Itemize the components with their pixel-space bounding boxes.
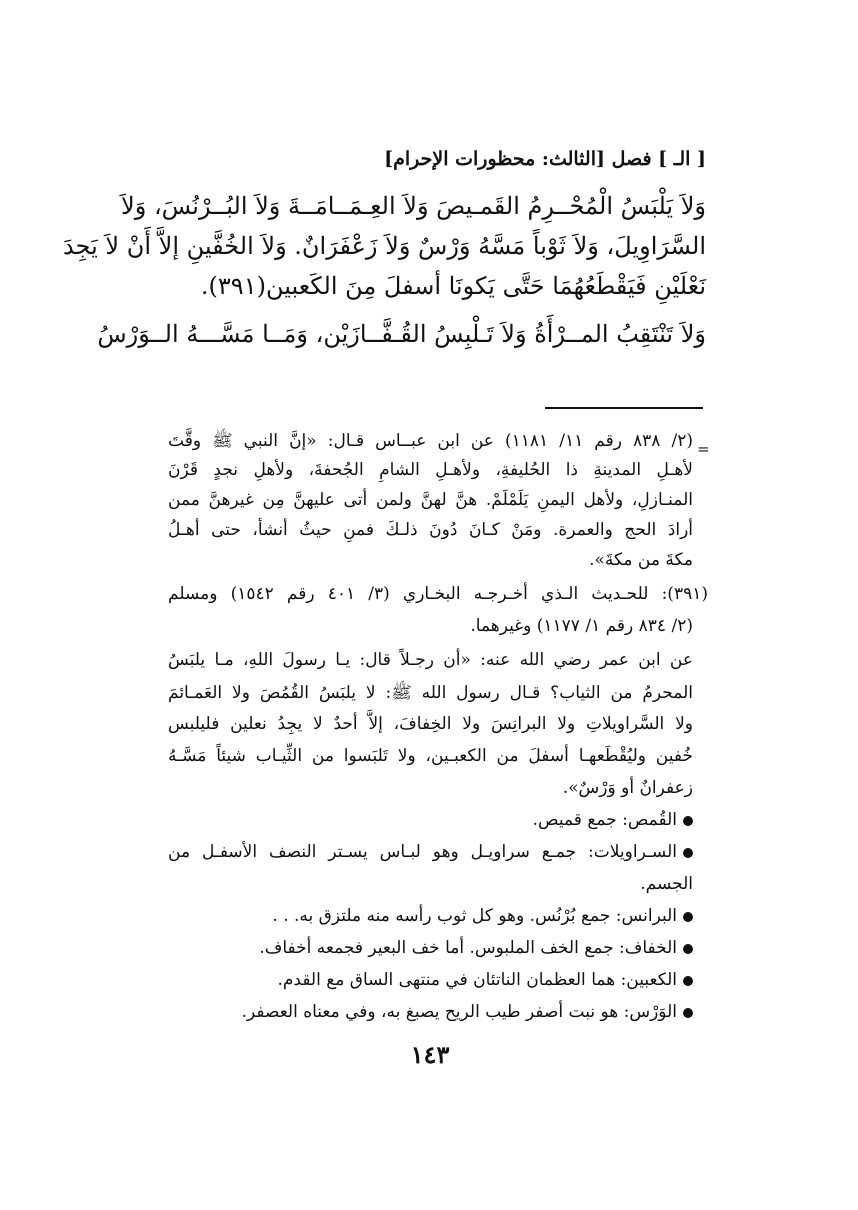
bullet-icon bbox=[683, 816, 693, 826]
footnote-line: عن ابن عمر رضي الله عنه: «أن رجـلاً قال: يـا رسولَ اللهِ، مـا يلبَسُ bbox=[168, 650, 693, 670]
footnote-line: لأهـلِ المدينةِ ذا الحُليفةِ، ولأهـلِ الشامِ الجُحفةَ، ولأهلِ نجدٍ قَرْنَ bbox=[168, 460, 693, 480]
footnote-line: (٢/ ٨٣٨ رقم ١١/ ١١٨١) عن ابن عبــاس قـال: «إنَّ النبي ﷺ وقَّتَ bbox=[168, 431, 693, 451]
footnote-line: المحرمُ من الثياب؟ قـال رسول الله ﷺ: لا يلبَسُ القُمُصَ ولا العَمـائمَ bbox=[168, 683, 693, 703]
glossary-item: الوَرْس: هو نبت أصفر طيب الريح يصبغ به، وفي معناه العصفر. bbox=[168, 1002, 693, 1022]
footnote-line: المنـازلِ، ولأهل اليمنِ يَلَمْلَمْ. هنَّ لهنَّ ولمن أتى عليهنَّ مِن غيرهنَّ ممن bbox=[168, 490, 693, 510]
footnote-separator bbox=[545, 407, 703, 409]
bullet-icon bbox=[683, 912, 693, 922]
glossary-item: السـراويلات: جمـع سراويـل وهو لبـاس يسـتر النصف الأسفـل من bbox=[168, 842, 693, 862]
glossary-item: الكعبين: هما العظمان الناتئان في منتهى الساق مع القدم. bbox=[168, 970, 693, 990]
glossary-item-continuation: الجسم. bbox=[640, 874, 693, 894]
footnote-line: أرادَ الحج والعمرة. ومَنْ كـانَ دُونَ ذلـكَ فمنِ حيثُ أنشأ، حتى أهـلُ bbox=[168, 520, 693, 540]
main-text-line-2: السَّرَاوِيلَ، وَلاَ ثَوْباً مَسَّهُ وَرْسٌ وَلاَ زَعْفَرَانٌ. وَلاَ الخُفَّينِ إلاَّ أَنْ لاَ يَجِدَ bbox=[63, 232, 706, 260]
bullet-icon bbox=[683, 848, 693, 858]
footnote-line: مكةَ من مكةَ». bbox=[589, 550, 693, 570]
footnote-line: ولا السَّراويلاتِ ولا البرانِسَ ولا الخِفافَ، إلاَّ أحدٌ لا يجِدُ نعلين فليلبس bbox=[168, 714, 693, 734]
bullet-icon bbox=[683, 976, 693, 986]
footnote-line: خُفين وليُقْطَعهـا أسفلَ من الكعبـين، ولا تَلبَسوا من الثِّيـاب شيئاً مَسَّـهُ bbox=[168, 746, 693, 766]
page-number: ١٤٣ bbox=[410, 1040, 450, 1069]
footnote-continuation-marker: = bbox=[697, 440, 710, 458]
glossary-item: البرانس: جمع بُرْنُس. وهو كل ثوب رأسه منه ملتزق به. . . bbox=[168, 906, 693, 926]
main-text-line-1: وَلاَ يَلْبَسُ الْمُحْــرِمُ القَمـيصَ وَلاَ العِـمَــامَــةَ وَلاَ البُــرْنُسَ، وَلاَ bbox=[121, 192, 706, 220]
footnote-line: زعفرانٌ أو وَرْسٌ». bbox=[562, 778, 693, 798]
footnote-391: (٣٩١): للحـديث الـذي أخـرجـه البخـاري (٣/ ٤٠١ رقم ١٥٤٢) ومسلم bbox=[168, 584, 708, 604]
glossary-item: الخفاف: جمع الخف الملبوس. أما خف البعير فجمعه أخفاف. bbox=[168, 938, 693, 958]
glossary-item: القُمص: جمع قميص. bbox=[168, 810, 693, 830]
section-heading: [ الـ ] فصل [الثالث: محظورات الإحرام] bbox=[384, 148, 706, 170]
bullet-icon bbox=[683, 1008, 693, 1018]
bullet-icon bbox=[683, 944, 693, 954]
main-text-line-4: وَلاَ تَنْتَقِبُ المــرْأَةُ وَلاَ تَـلْبِسُ القُـفَّــازَيْن، وَمَــا مَسَّـــهُ الــوَرْسُ bbox=[97, 320, 706, 348]
main-text-line-3: نَعْلَيْنِ فَيَقْطَعُهُمَا حَتَّى يَكونَا أسفلَ مِنَ الكَعبين(٣٩١). bbox=[200, 272, 706, 300]
footnote-line: (٢/ ٨٣٤ رقم ١/ ١١٧٧) وغيرهما. bbox=[470, 616, 693, 636]
